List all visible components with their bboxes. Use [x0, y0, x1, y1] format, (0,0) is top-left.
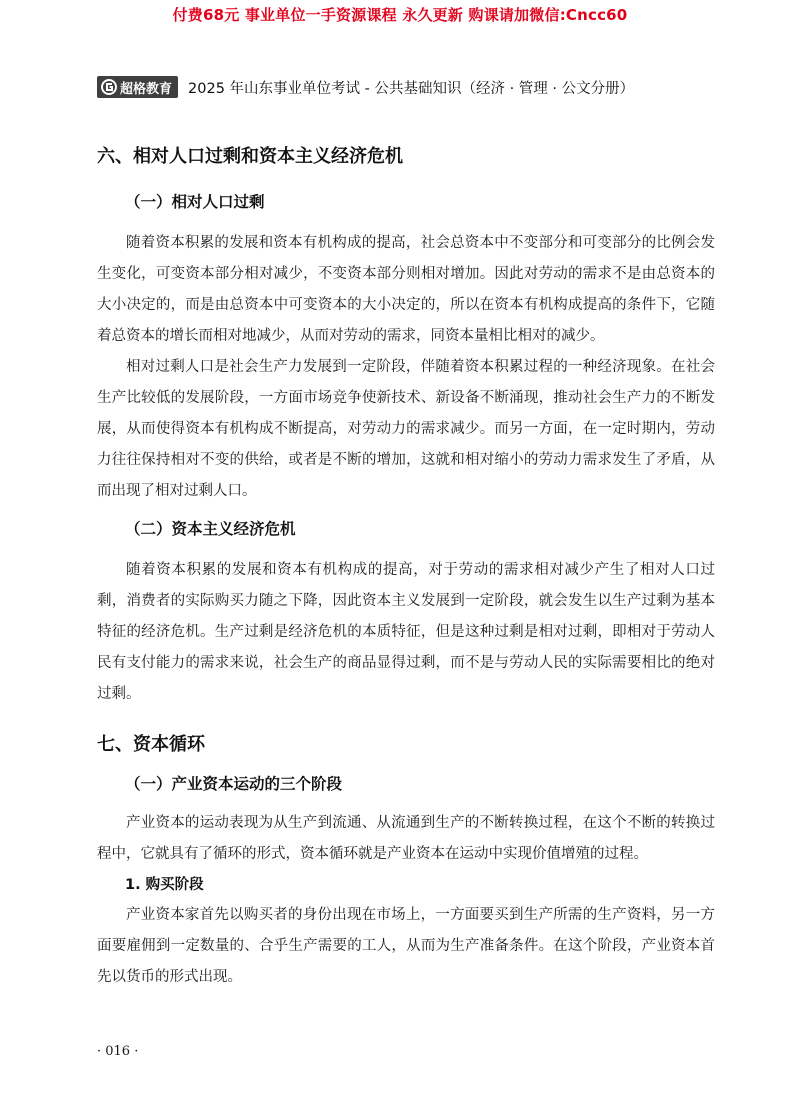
- logo-mark-icon: [101, 79, 117, 95]
- page-header: [97, 74, 740, 100]
- item-heading: 1. 购买阶段: [125, 877, 204, 893]
- subsection-heading: （二）资本主义经济危机: [125, 520, 296, 538]
- paragraph: 相对过剩人口是社会生产力发展到一定阶段，伴随着资本积累过程的一种经济现象。在社会生产比较低的发展阶段，一方面市场竞争使新技术、新设备不断涌现，推动社会生产力的不断发展，从而使得资本有机构成不断提高，对劳动力的需求减少。而另一方面，在一定时期内，劳动力往往保持相对不变的供给，或者是不断的增加，这就和相对缩小的劳动力需求发生了矛盾，从而出现了相对过剩人口。: [97, 359, 715, 499]
- book-title: 2025 年山东事业单位考试 - 公共基础知识（经济 · 管理 · 公文分册）: [188, 80, 635, 97]
- page-number: · 016 ·: [97, 1044, 139, 1059]
- subsection-heading: （一）相对人口过剩: [125, 193, 265, 211]
- logo-text: 超格教育: [120, 81, 173, 97]
- section-heading: 六、相对人口过剩和资本主义经济危机: [97, 146, 403, 167]
- paragraph: 产业资本的运动表现为从生产到流通、从流通到生产的不断转换过程，在这个不断的转换过程中，它就具有了循环的形式，资本循环就是产业资本在运动中实现价值增殖的过程。: [97, 815, 715, 862]
- watermark-banner: 付费68元 事业单位一手资源课程 永久更新 购课请加微信:Cncc60: [172, 6, 628, 24]
- section-heading: 七、资本循环: [97, 734, 205, 755]
- page-body: [97, 140, 715, 993]
- subsection-heading: （一）产业资本运动的三个阶段: [125, 775, 343, 793]
- paragraph: 随着资本积累的发展和资本有机构成的提高，社会总资本中不变部分和可变部分的比例会发生变化，可变资本部分相对减少，不变资本部分则相对增加。因此对劳动的需求不是由总资本的大小决定的，而是由总资本中可变资本的大小决定的，所以在资本有机构成提高的条件下，它随着总资本的增长而相对地减少，从而对劳动的需求，同资本量相比相对的减少。: [97, 235, 715, 344]
- paragraph: 随着资本积累的发展和资本有机构成的提高，对于劳动的需求相对减少产生了相对人口过剩，消费者的实际购买力随之下降，因此资本主义发展到一定阶段，就会发生以生产过剩为基本特征的经济危机。生产过剩是经济危机的本质特征，但是这种过剩是相对过剩，即相对于劳动人民有支付能力的需求来说，社会生产的商品显得过剩，而不是与劳动人民的实际需要相比的绝对过剩。: [97, 562, 715, 702]
- publisher-logo: [97, 76, 178, 98]
- paragraph: 产业资本家首先以购买者的身份出现在市场上，一方面要买到生产所需的生产资料，另一方面要雇佣到一定数量的、合乎生产需要的工人，从而为生产准备条件。在这个阶段，产业资本首先以货币的形式出现。: [97, 907, 715, 985]
